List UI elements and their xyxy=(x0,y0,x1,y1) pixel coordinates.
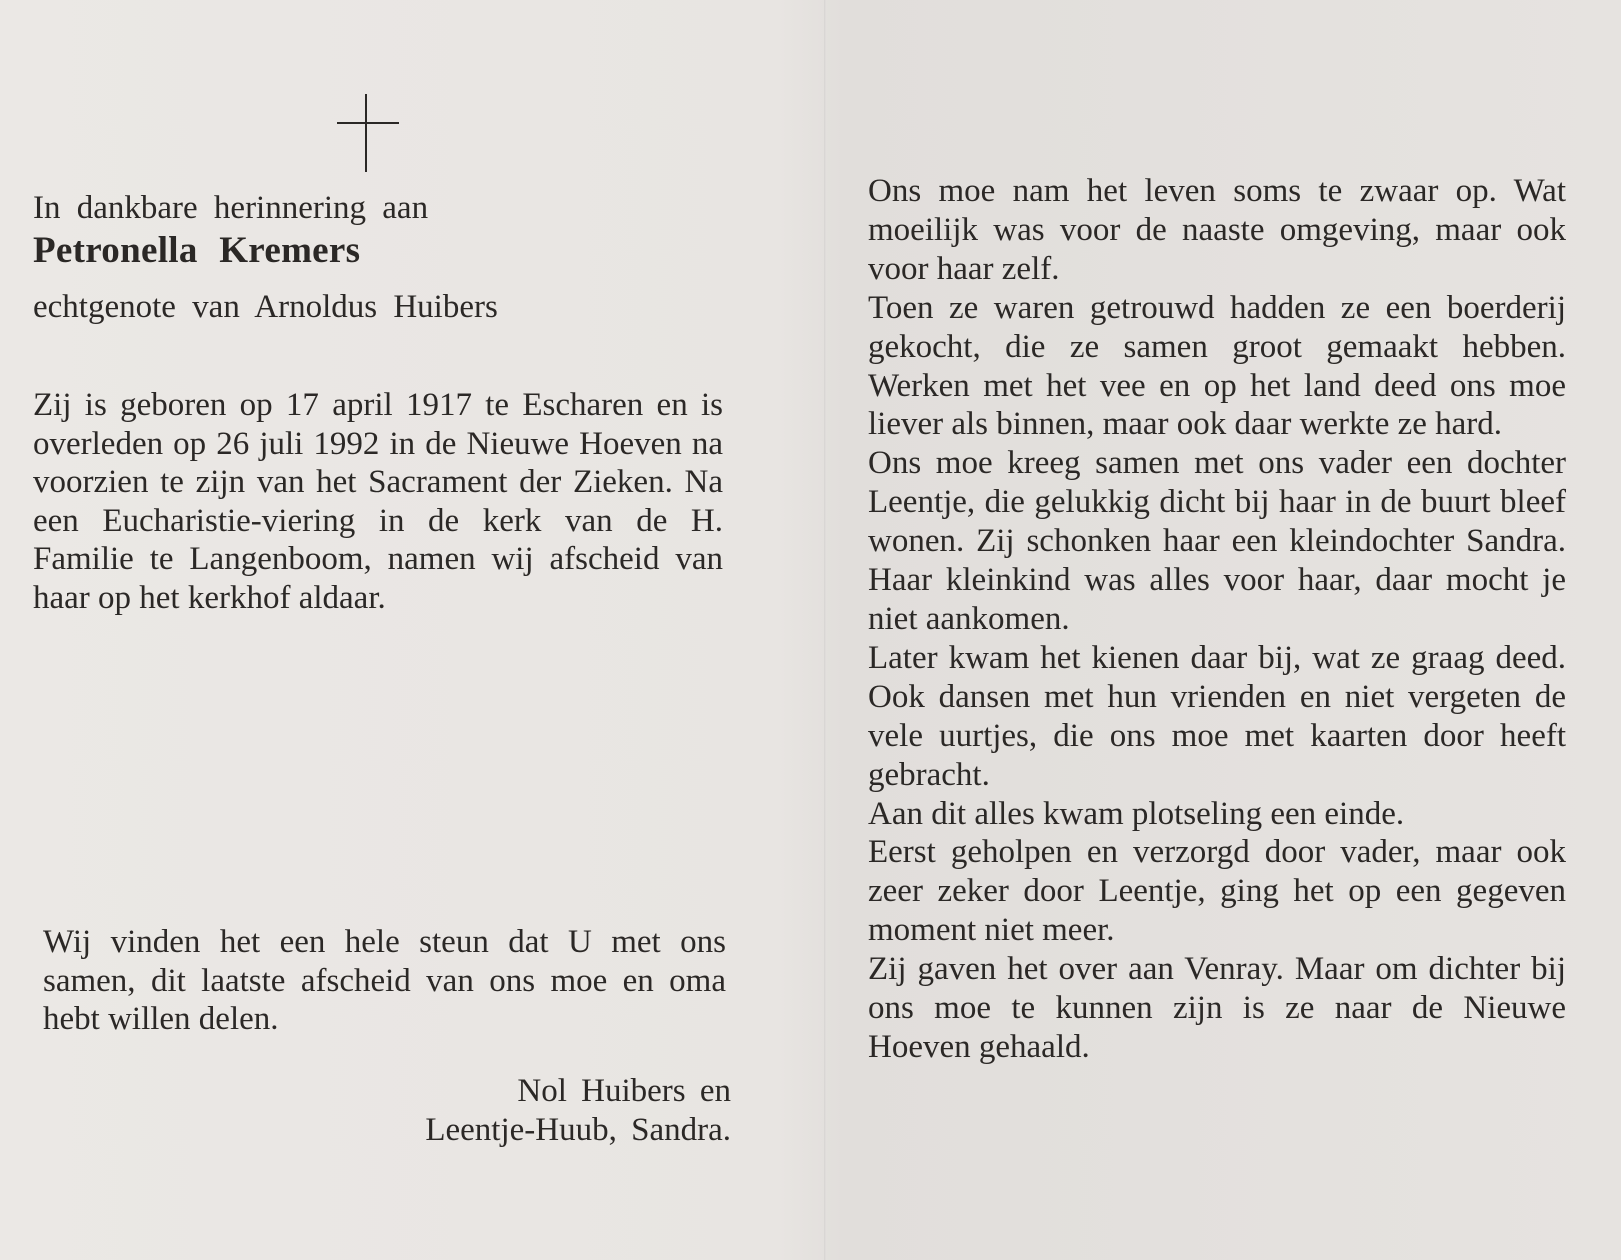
spouse-text: echtgenote van Arnoldus Huibers xyxy=(33,289,498,325)
deceased-name: Petronella Kremers xyxy=(33,230,361,271)
story-paragraph: Ons moe nam het leven soms te zwaar op. Wat moeilijk was voor de naaste omgeving, maar ook voor haar zelf. xyxy=(868,173,1566,287)
story-paragraph: Aan dit alles kwam plotseling een einde. xyxy=(868,795,1405,832)
story-paragraph: Later kwam het kienen daar bij, wat ze graag deed. Ook dansen met hun vrienden en niet vergeten de vele uurtjes, die ons moe met kaarten door heeft gebracht. xyxy=(868,639,1566,793)
intro-text: In dankbare herinnering aan xyxy=(33,190,429,226)
signature-line-2: Leentje-Huub, Sandra. xyxy=(425,1112,731,1148)
story-paragraph: Zij gaven het over aan Venray. Maar om dichter bij ons moe te kunnen zijn is ze naar de Nieuwe Hoeven gehaald. xyxy=(868,951,1566,1065)
story-paragraph: Eerst geholpen en verzorgd door vader, maar ook zeer zeker door Leentje, ging het op een gegeven moment niet meer. xyxy=(868,834,1566,949)
thanks-text: Wij vinden het een hele steun dat U met ons samen, dit laatste afscheid van ons moe en oma hebt willen delen. xyxy=(43,924,726,1038)
story-paragraph: Ons moe kreeg samen met ons vader een dochter Leentje, die gelukkig dicht bij haar in de buurt bleef wonen. Zij schonken haar een kleindochter Sandra. Haar kleinkind was alles voor haar, daar mocht je niet aankomen. xyxy=(868,445,1566,637)
life-story xyxy=(868,172,1566,1067)
story-paragraph: Toen ze waren getrouwd hadden ze een boerderij gekocht, die ze samen groot gemaakt hebben. Werken met het vee en op het land deed ons moe liever als binnen, maar ook daar werkte ze hard. xyxy=(868,289,1566,443)
card-fold xyxy=(824,0,826,1260)
signature-line-1: Nol Huibers en xyxy=(517,1073,731,1109)
biography-text: Zij is geboren op 17 april 1917 te Escharen en is overleden op 26 juli 1992 in de Nieuwe Hoeven na voorzien te zijn van het Sacrament der Zieken. Na een Eucharistie-viering in de kerk van de H. Familie te Langenboom, namen wij afscheid van haar op het kerkhof aldaar. xyxy=(33,387,723,616)
cross-icon xyxy=(337,94,399,172)
